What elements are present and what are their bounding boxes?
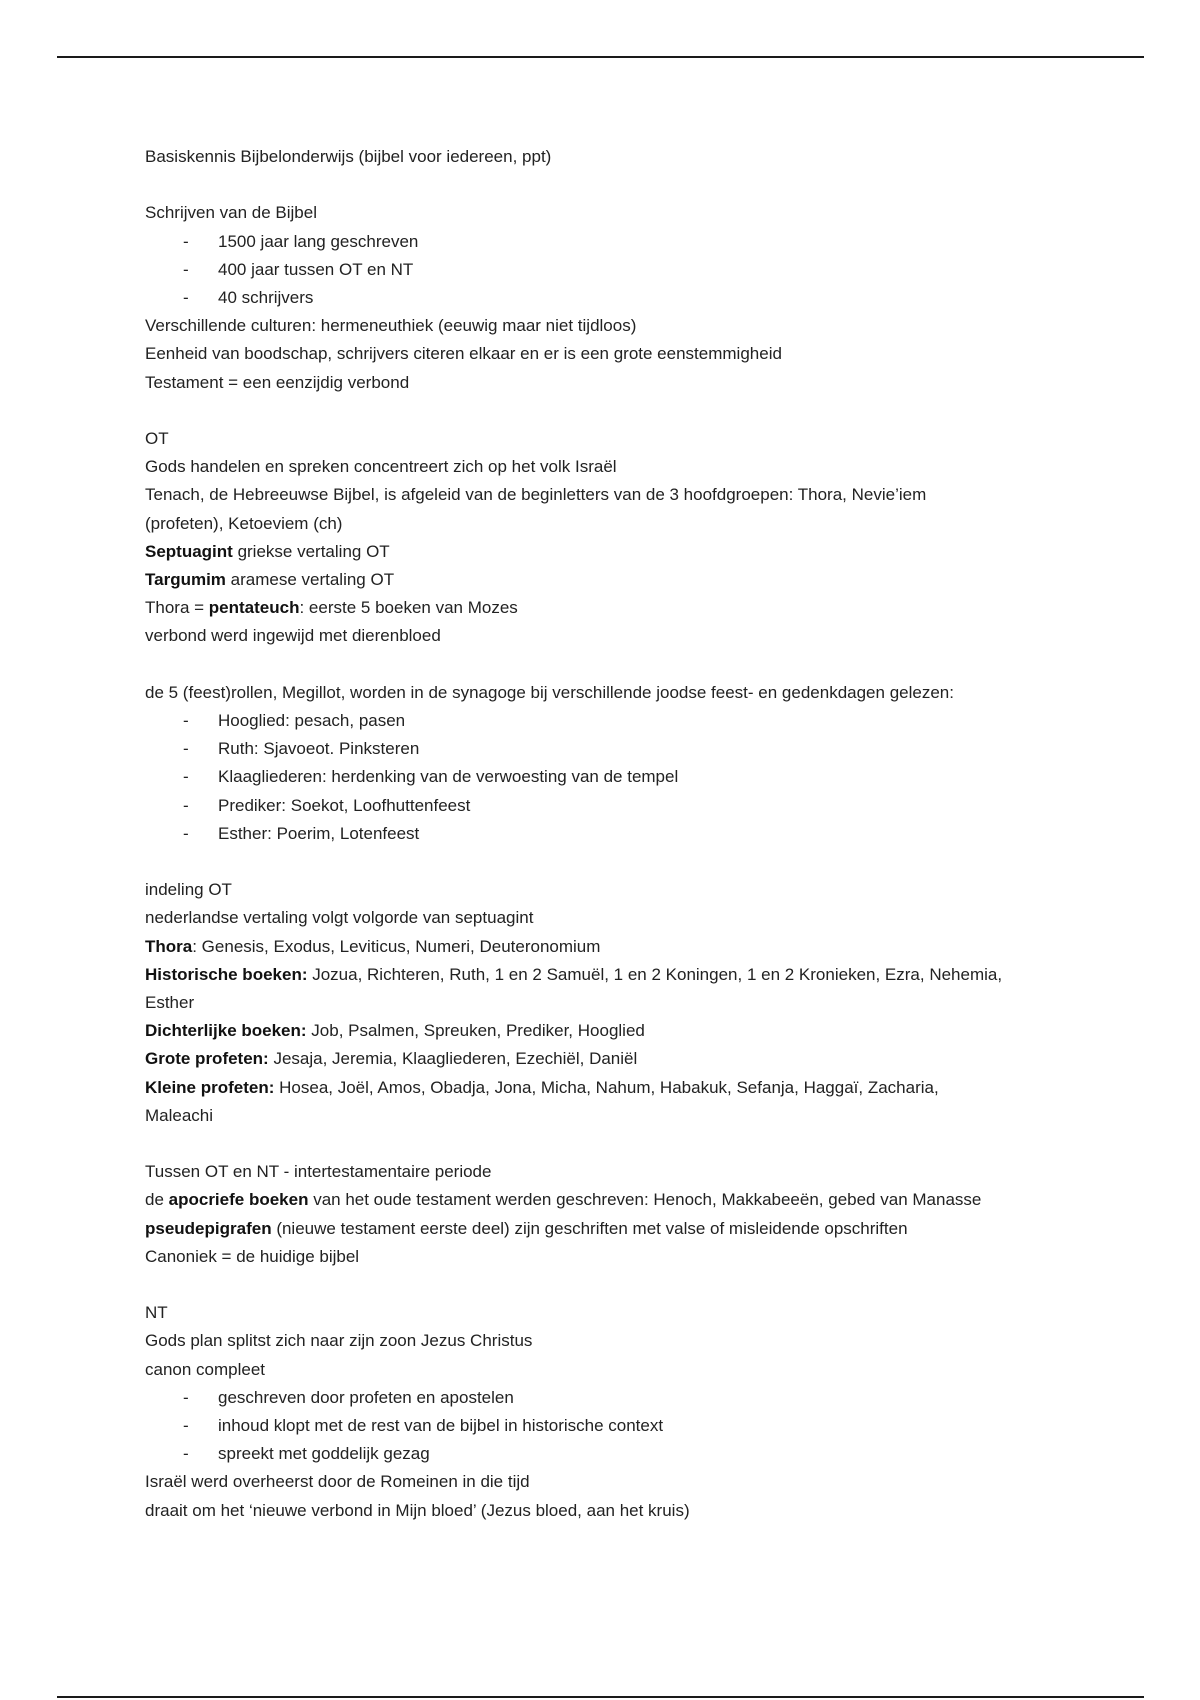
section-heading-tussen: Tussen OT en NT - intertestamentaire periode [145,1162,492,1182]
section-heading-ot: OT [145,429,169,448]
paragraph-line: Testament = een eenzijdig verbond [145,372,410,392]
category-dichterlijk: Dichterlijke boeken: Job, Psalmen, Spreuken, Prediker, Hooglied [145,1021,645,1041]
document-body [145,143,1155,1525]
section-heading-nt: NT [145,1303,168,1323]
list-item: - 1500 jaar lang geschreven [183,231,419,251]
list-item: - 40 schrijvers [183,288,314,307]
megillot-intro: de 5 (feest)rollen, Megillot, worden in de synagoge bij verschillende joodse feest- en gedenkdagen gelezen: [145,682,954,702]
definition-septuagint: Septuagint griekse vertaling OT [145,541,390,561]
list-item: - inhoud klopt met de rest van de bijbel in historische context [183,1416,664,1436]
list-item: - Esther: Poerim, Lotenfeest [183,823,420,843]
footer-rule [57,1696,1144,1698]
definition-thora: Thora = pentateuch: eerste 5 boeken van Mozes [145,598,518,618]
category-kleine-profeten-cont: Maleachi [145,1105,214,1125]
paragraph-line: draait om het ‘nieuwe verbond in Mijn bloed’ (Jezus bloed, aan het kruis) [145,1500,690,1520]
header-rule [57,56,1144,58]
category-thora: Thora: Genesis, Exodus, Leviticus, Numeri, Deuteronomium [145,936,601,956]
list-item: - Hooglied: pesach, pasen [183,711,406,731]
category-historisch: Historische boeken: Jozua, Richteren, Ruth, 1 en 2 Samuël, 1 en 2 Koningen, 1 en 2 Kronieken, Ezra, Nehemia, [145,964,1003,984]
paragraph-line: nederlandse vertaling volgt volgorde van septuagint [145,908,534,928]
section-heading-schrijven: Schrijven van de Bijbel [145,203,317,223]
paragraph-line: (profeten), Ketoeviem (ch) [145,513,343,533]
list-item: - Ruth: Sjavoeot. Pinksteren [183,739,420,759]
paragraph-line: Gods handelen en spreken concentreert zich op het volk Israël [145,457,617,477]
list-item: - 400 jaar tussen OT en NT [183,259,414,279]
definition-targumim: Targumim aramese vertaling OT [145,570,395,590]
paragraph-line: canon compleet [145,1359,266,1379]
paragraph-line: Gods plan splitst zich naar zijn zoon Jezus Christus [145,1331,533,1351]
category-grote-profeten: Grote profeten: Jesaja, Jeremia, Klaagliederen, Ezechiël, Daniël [145,1049,638,1069]
category-historisch-cont: Esther [145,993,195,1013]
section-heading-indeling: indeling OT [145,880,232,900]
category-kleine-profeten: Kleine profeten: Hosea, Joël, Amos, Obadja, Jona, Micha, Nahum, Habakuk, Sefanja, Haggaï, Zacharia, [145,1077,939,1097]
definition-pseudepigrafen: pseudepigrafen (nieuwe testament eerste deel) zijn geschriften met valse of misleidende opschriften [145,1218,908,1238]
paragraph-line: Canoniek = de huidige bijbel [145,1246,360,1266]
list-item: - spreekt met goddelijk gezag [183,1444,430,1464]
paragraph-line: Tenach, de Hebreeuwse Bijbel, is afgeleid van de beginletters van de 3 hoofdgroepen: Thora, Nevie’iem [145,485,927,505]
definition-apocriefe: de apocriefe boeken van het oude testament werden geschreven: Henoch, Makkabeeën, gebed van Manasse [145,1190,982,1210]
list-item: - Prediker: Soekot, Loofhuttenfeest [183,795,471,815]
document-title: Basiskennis Bijbelonderwijs (bijbel voor iedereen, ppt) [145,147,552,166]
list-item: - geschreven door profeten en apostelen [183,1387,514,1407]
paragraph-line: Israël werd overheerst door de Romeinen in die tijd [145,1472,530,1492]
paragraph-line: Verschillende culturen: hermeneuthiek (eeuwig maar niet tijdloos) [145,316,637,336]
list-item: - Klaagliederen: herdenking van de verwoesting van de tempel [183,767,679,787]
paragraph-line: verbond werd ingewijd met dierenbloed [145,626,441,646]
paragraph-line: Eenheid van boodschap, schrijvers citeren elkaar en er is een grote eenstemmigheid [145,344,782,364]
